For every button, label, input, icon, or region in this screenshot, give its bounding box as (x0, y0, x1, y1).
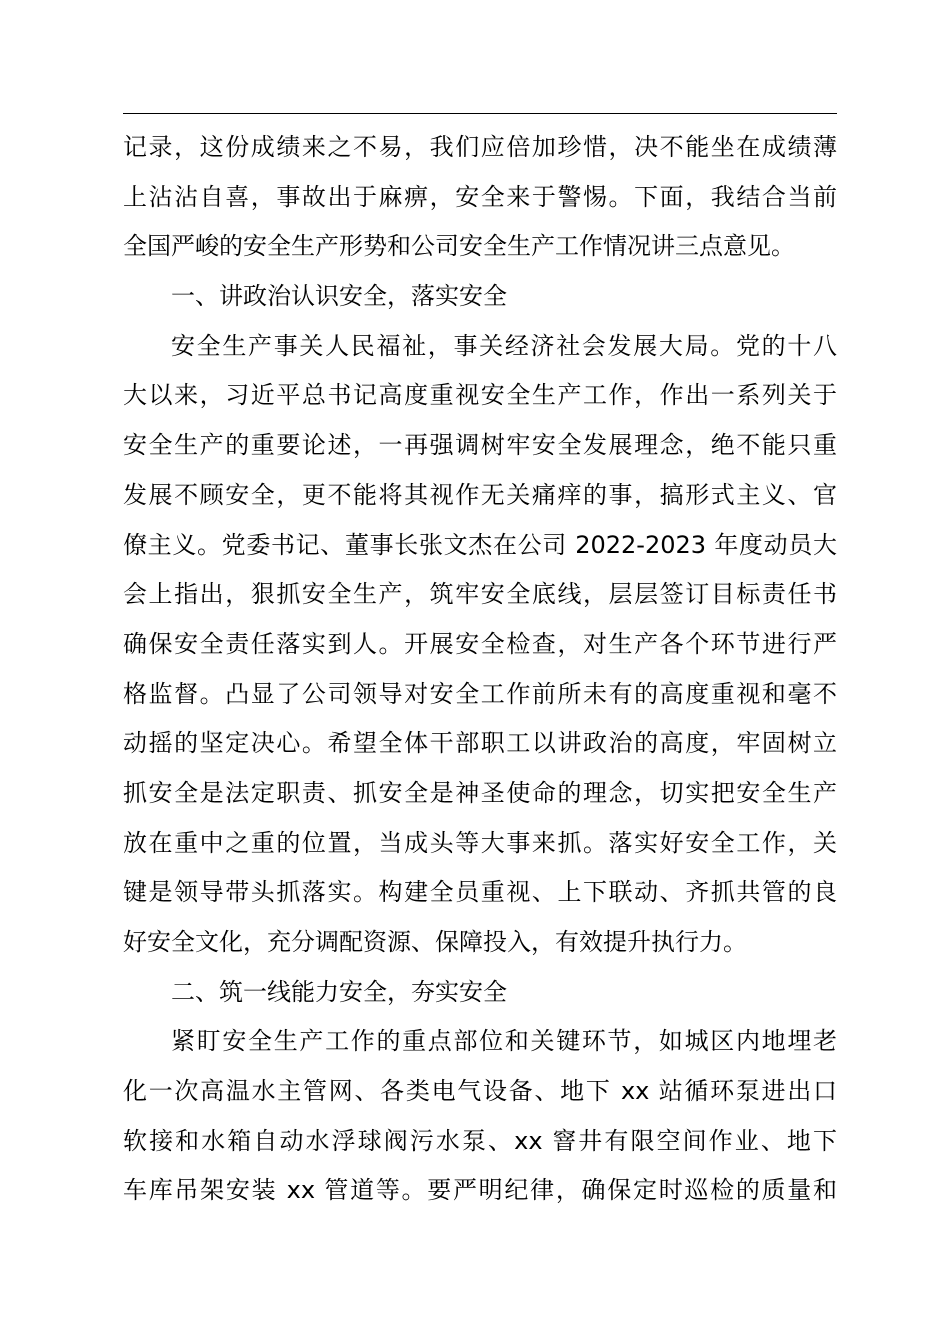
body-line: 好安全文化，充分调配资源、保障投入，有效提升执行力。 (123, 928, 747, 956)
body-line: 车库吊架安装 xx 管道等。要严明纪律，确保定时巡检的质量和 (123, 1176, 837, 1205)
section-heading-1: 一、讲政治认识安全，落实安全 (171, 282, 507, 311)
body-line: 键是领导带头抓落实。构建全员重视、上下联动、齐抓共管的良 (123, 878, 837, 907)
header-rule (123, 113, 837, 114)
body-line: 全国严峻的安全生产形势和公司安全生产工作情况讲三点意见。 (123, 232, 795, 261)
body-line: 软接和水箱自动水浮球阀污水泵、xx 窨井有限空间作业、地下 (123, 1126, 837, 1155)
section-heading-2: 二、筑一线能力安全，夯实安全 (171, 977, 507, 1006)
body-line: 格监督。凸显了公司领导对安全工作前所未有的高度重视和毫不 (123, 679, 837, 708)
body-line: 发展不顾安全，更不能将其视作无关痛痒的事，搞形式主义、官 (123, 480, 837, 509)
body-line: 动摇的坚定决心。希望全体干部职工以讲政治的高度，牢固树立 (123, 729, 837, 758)
body-line: 放在重中之重的位置，当成头等大事来抓。落实好安全工作，关 (123, 828, 837, 857)
body-line: 确保安全责任落实到人。开展安全检查，对生产各个环节进行严 (123, 629, 837, 658)
body-line: 大以来，习近平总书记高度重视安全生产工作，作出一系列关于 (123, 381, 837, 410)
body-line: 化一次高温水主管网、各类电气设备、地下 xx 站循环泵进出口 (123, 1077, 837, 1106)
body-line: 抓安全是法定职责、抓安全是神圣使命的理念，切实把安全生产 (123, 778, 837, 807)
body-line: 僚主义。党委书记、董事长张文杰在公司 2022-2023 年度动员大 (123, 530, 837, 559)
paragraph-start: 紧盯安全生产工作的重点部位和关键环节，如城区内地埋老 (171, 1027, 837, 1056)
body-line: 安全生产的重要论述，一再强调树牢安全发展理念，绝不能只重 (123, 431, 837, 460)
document-body (123, 123, 837, 1216)
body-line: 上沾沾自喜，事故出于麻痹，安全来于警惕。下面，我结合当前 (123, 182, 837, 211)
paragraph-start: 安全生产事关人民福祉，事关经济社会发展大局。党的十八 (171, 331, 837, 360)
body-line: 会上指出，狠抓安全生产，筑牢安全底线，层层签订目标责任书 (123, 580, 837, 609)
body-line: 记录，这份成绩来之不易，我们应倍加珍惜，决不能坐在成绩薄 (123, 133, 837, 161)
